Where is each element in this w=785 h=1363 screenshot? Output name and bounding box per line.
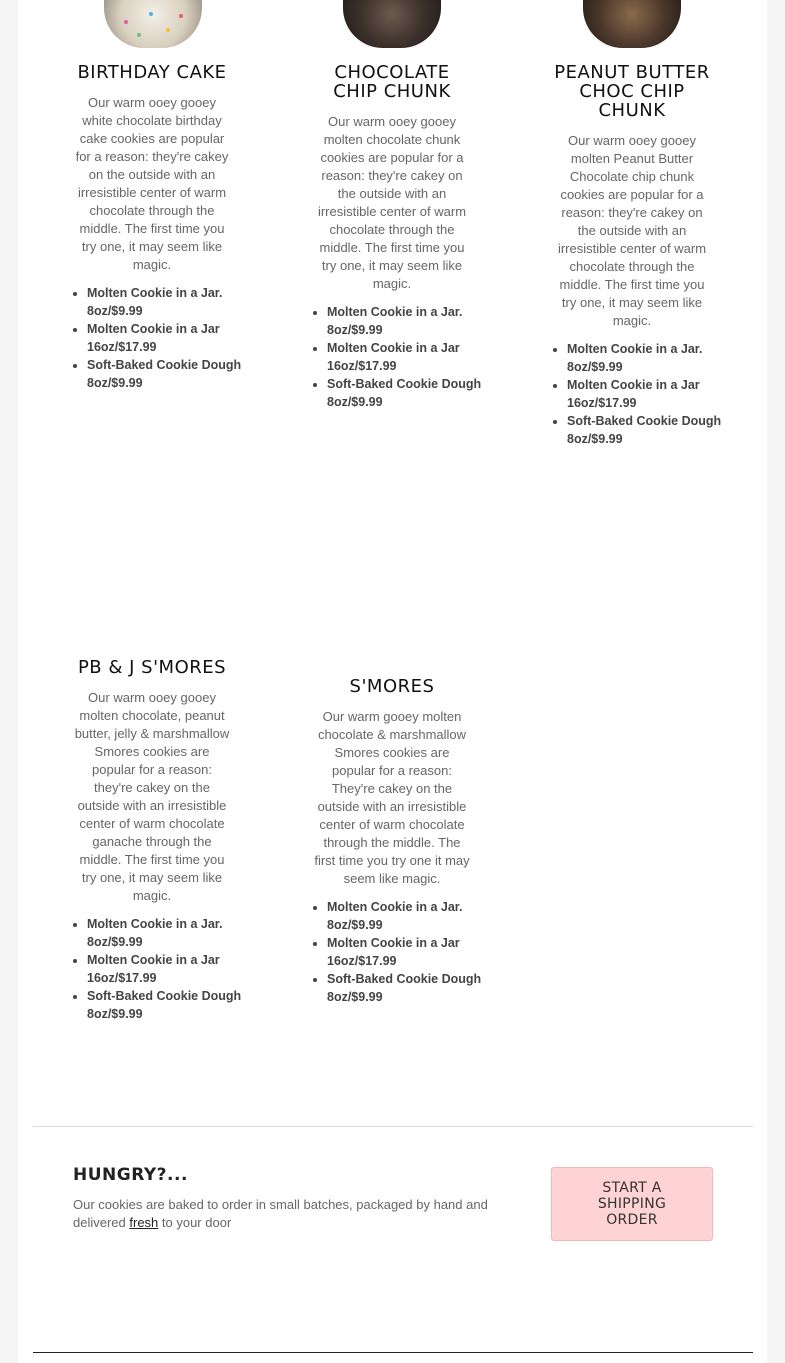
product-card-peanut-butter [512,63,752,448]
product-title: CHOCOLATE CHIP CHUNK [333,62,451,102]
price-item: • Molten Cookie in a Jar. 8oz/$9.99 [327,303,497,339]
product-title: PEANUT BUTTER CHOC CHIP CHUNK [554,62,710,121]
price-item: • Soft-Baked Cookie Dough 8oz/$9.99 [327,375,497,411]
product-description: Our warm gooey molten chocolate & marshmallow Smores cookies are popular for a reason: They're cakey on the outside with an irresistible center of warm chocolate through the middle. The first time you try one it may seem like magic. [314,709,470,886]
price-item: • Molten Cookie in a Jar 16oz/$17.99 [327,339,497,375]
price-list [287,898,497,1006]
product-card-chocolate-chip-chunk [272,63,512,411]
hungry-text-before: Our cookies are baked to order in small batches, packaged by hand and delivered [73,1197,488,1230]
price-item: • Molten Cookie in a Jar. 8oz/$9.99 [87,915,257,951]
product-description: Our warm ooey gooey molten Peanut Butter Chocolate chip chunk cookies are popular for a reason: they're cakey on the outside with an irresistible center of warm chocolate through the middle. The first time you try one, it may seem like magic. [557,133,707,328]
hungry-description [73,1196,493,1232]
price-item: • Molten Cookie in a Jar 16oz/$17.99 [327,934,497,970]
price-item: • Molten Cookie in a Jar 16oz/$17.99 [87,951,257,987]
price-item: • Molten Cookie in a Jar 16oz/$17.99 [567,376,737,412]
product-description: Our warm ooey gooey molten chocolate, peanut butter, jelly & marshmallow Smores cookies are popular for a reason: they're cakey on the outside with an irresistible center of warm chocolate ganache through the middle. The first time you try one, it may seem like magic. [74,690,230,903]
product-card-pbj-smores [32,658,272,1023]
price-item: • Soft-Baked Cookie Dough 8oz/$9.99 [87,356,257,392]
section-divider [33,1126,753,1127]
product-title: BIRTHDAY CAKE [77,62,227,83]
fresh-link[interactable]: fresh [129,1215,159,1230]
price-item: • Soft-Baked Cookie Dough 8oz/$9.99 [87,987,257,1023]
product-title: S'MORES [349,676,435,697]
product-card-smores [272,677,512,1006]
price-item: • Soft-Baked Cookie Dough 8oz/$9.99 [567,412,737,448]
price-list [287,303,497,411]
price-item: • Molten Cookie in a Jar. 8oz/$9.99 [327,898,497,934]
hungry-title: HUNGRY?... [73,1165,188,1185]
start-shipping-order-button[interactable]: START A SHIPPING ORDER [551,1167,713,1241]
product-description: Our warm ooey gooey white chocolate birthday cake cookies are popular for a reason: they're cakey on the outside with an irresistible center of warm chocolate through the middle. The first time you try one, it may seem like magic. [75,95,229,272]
hungry-text-after: to your door [158,1215,232,1230]
price-list [527,340,737,448]
price-item: • Soft-Baked Cookie Dough 8oz/$9.99 [327,970,497,1006]
footer-divider [33,1352,753,1353]
price-list [47,915,257,1023]
product-card-birthday-cake [32,63,272,392]
price-item: • Molten Cookie in a Jar. 8oz/$9.99 [87,284,257,320]
product-title: PB & J S'MORES [77,657,227,678]
price-item: • Molten Cookie in a Jar 16oz/$17.99 [87,320,257,356]
price-list [47,284,257,392]
product-description: Our warm ooey gooey molten chocolate chunk cookies are popular for a reason: they're cakey on the outside with an irresistible center of warm chocolate through the middle. The first time you try one, it may seem like magic. [317,114,467,291]
price-item: • Molten Cookie in a Jar. 8oz/$9.99 [567,340,737,376]
